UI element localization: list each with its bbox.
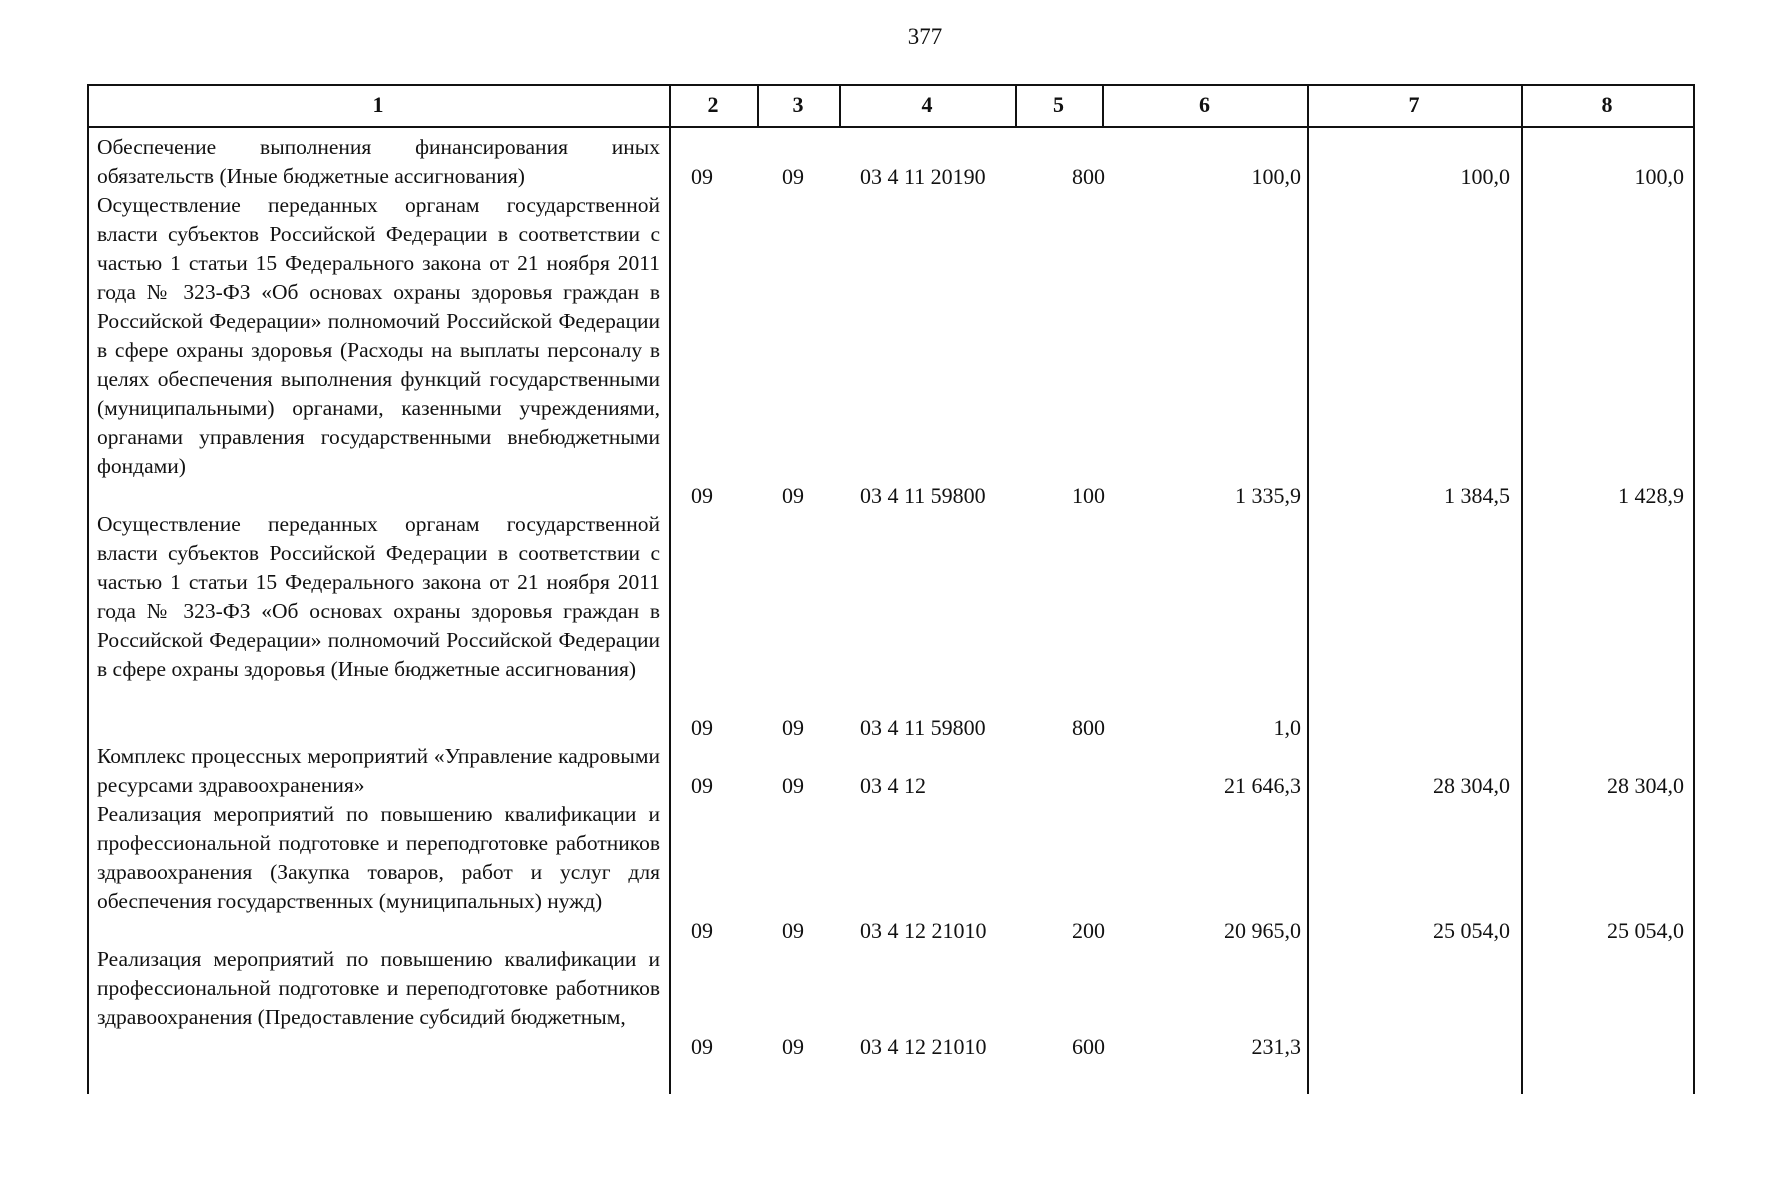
row-subsection: 09: [782, 918, 804, 943]
row-amount-col6: 21 646,3: [1224, 773, 1301, 798]
row-description: Обеспечение выполнения финансирования иных обязательств (Иные бюджетные ассигнования): [97, 135, 660, 188]
header-bottom-border: [87, 126, 1695, 128]
row-amount-col6: 231,3: [1251, 1034, 1301, 1059]
row-target-article: 03 4 12 21010: [860, 1034, 987, 1059]
row-amount-col8: 1 428,9: [1618, 483, 1684, 508]
row-amount-col8: [1512, 1032, 1684, 1061]
header-col-4: 4: [921, 92, 933, 117]
row-target-article: 03 4 11 59800: [860, 483, 986, 508]
row-section: 09: [691, 164, 713, 189]
col-border-1-2: [669, 84, 671, 1094]
row-section: 09: [691, 1034, 713, 1059]
row-amount-col7: 100,0: [1460, 164, 1510, 189]
row-description: Комплекс процессных мероприятий «Управление кадровыми ресурсами здравоохранения»: [97, 744, 660, 797]
row-description: Реализация мероприятий по повышению квалификации и профессиональной подготовке и переподготовке работников здравоохранения (Закупка товаров, работ и услуг для обеспечения государственных (муниципальных) нужд): [97, 802, 660, 913]
row-section: 09: [691, 918, 713, 943]
row-amount-col7: 28 304,0: [1433, 773, 1510, 798]
header-col-8: 8: [1601, 92, 1613, 117]
row-expense-type: 800: [1072, 715, 1105, 740]
row-target-article: 03 4 11 20190: [860, 164, 986, 189]
row-amount-col6: 20 965,0: [1224, 918, 1301, 943]
row-amount-col8: 25 054,0: [1607, 918, 1684, 943]
header-col-1: 1: [372, 92, 384, 117]
col-border-right: [1693, 84, 1695, 1094]
row-subsection: 09: [782, 715, 804, 740]
header-col-5: 5: [1053, 92, 1064, 117]
header-col-7: 7: [1408, 92, 1420, 117]
header-col-2: 2: [707, 92, 719, 117]
row-section: 09: [691, 715, 713, 740]
row-subsection: 09: [782, 483, 804, 508]
row-amount-col6: 100,0: [1251, 164, 1301, 189]
budget-table: [87, 84, 1695, 1094]
row-expense-type: 800: [1072, 164, 1105, 189]
row-amount-col7: [1330, 1032, 1510, 1061]
row-target-article: 03 4 12 21010: [860, 918, 987, 943]
row-expense-type: 100: [1072, 483, 1105, 508]
row-description: Осуществление переданных органам государственной власти субъектов Российской Федерации в соответствии с частью 1 статьи 15 Федерального закона от 21 ноября 2011 года № 323-ФЗ «Об основах охраны здоровья граждан в Российской Федерации» полномочий Российской Федерации в сфере охраны здоровья (Расходы на выплаты персоналу в целях обеспечения выполнения функций государственными (муниципальными) органами, казенными учреждениями, органами управления государственными внебюджетными фондами): [97, 193, 660, 478]
row-amount-col7: 25 054,0: [1433, 918, 1510, 943]
header-col-3: 3: [792, 92, 804, 117]
header-col-6: 6: [1199, 92, 1210, 117]
page-number: 377: [907, 24, 943, 49]
col-border-6-7: [1307, 84, 1309, 1094]
row-amount-col6: 1,0: [1273, 715, 1301, 740]
row-amount-col6: 1 335,9: [1235, 483, 1301, 508]
row-target-article: 03 4 12: [860, 773, 926, 798]
row-description: Осуществление переданных органам государственной власти субъектов Российской Федерации в соответствии с частью 1 статьи 15 Федерального закона от 21 ноября 2011 года № 323-ФЗ «Об основах охраны здоровья граждан в Российской Федерации» полномочий Российской Федерации в сфере охраны здоровья (Иные бюджетные ассигнования): [97, 512, 660, 681]
row-subsection: 09: [782, 164, 804, 189]
row-amount-col8: [1512, 713, 1684, 742]
row-amount-col7: [1330, 713, 1510, 742]
row-amount-col8: 28 304,0: [1607, 773, 1684, 798]
row-expense-type: 600: [1072, 1034, 1105, 1059]
row-target-article: 03 4 11 59800: [860, 715, 986, 740]
row-expense-type: 200: [1072, 918, 1105, 943]
row-description: Реализация мероприятий по повышению квалификации и профессиональной подготовке и переподготовке работников здравоохранения (Предоставление субсидий бюджетным,: [97, 947, 660, 1029]
row-section: 09: [691, 483, 713, 508]
row-amount-col7: 1 384,5: [1444, 483, 1510, 508]
row-section: 09: [691, 773, 713, 798]
row-amount-col8: 100,0: [1634, 164, 1684, 189]
col-border-left: [87, 84, 89, 1094]
row-subsection: 09: [782, 773, 804, 798]
row-subsection: 09: [782, 1034, 804, 1059]
